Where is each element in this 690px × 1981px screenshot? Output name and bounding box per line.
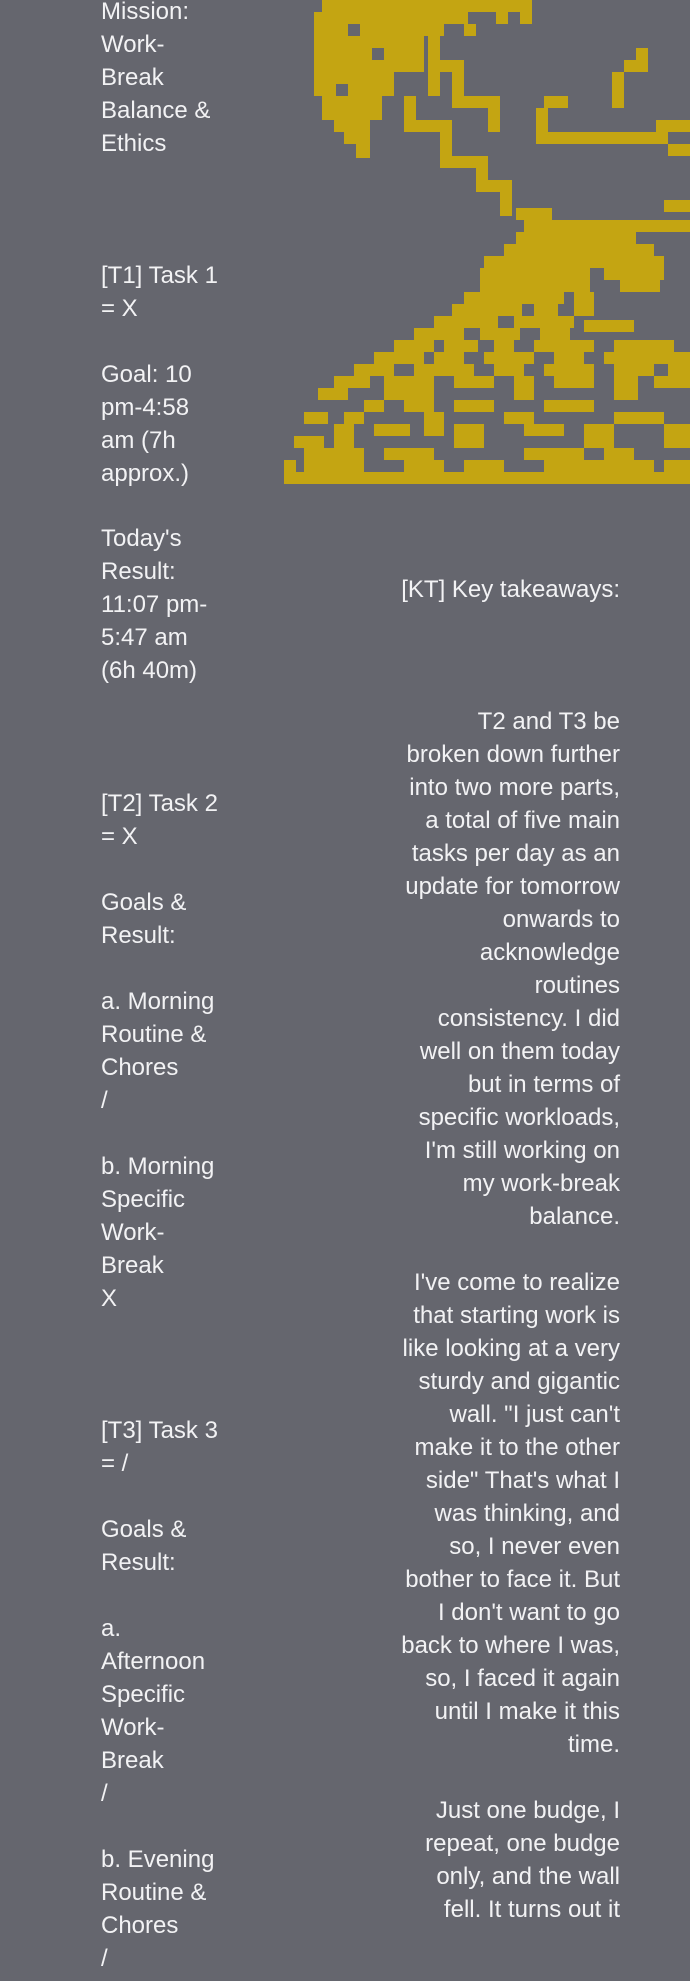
task3-item-a: a. Afternoon Specific Work- Break / [101, 1615, 206, 1807]
key-takeaways-paragraph: T2 and T3 be broken down further into two more parts, a total of five main tasks per day as an update for tomorrow onwards to acknowledge routines consistency. I did well on them today but in terms of specific workloads, I'm still working on my work-break balance. [405, 708, 620, 1230]
key-takeaways-column [398, 573, 620, 1926]
task2-goals-label: Goals & Result: [101, 889, 187, 949]
task3-goals-label: Goals & Result: [101, 1516, 187, 1576]
key-takeaways-paragraph: Just one budge, I repeat, one budge only, and the wall fell. It turns out it [425, 1797, 620, 1923]
mission-title: Mission: Work- Break Balance & Ethics [101, 0, 211, 157]
task2-item-b: b. Morning Specific Work- Break X [101, 1153, 215, 1312]
key-takeaways-paragraph: I've come to realize that starting work is like looking at a very sturdy and gigantic wall. "I just can't make it to the other side" That's what I was thinking, and so, I never even bother to face it. But I don't want to go back to where I was, so, I faced it again until I make it this time. [401, 1269, 620, 1758]
task1-result: Today's Result: 11:07 pm- 5:47 am (6h 40m) [101, 525, 208, 684]
pixel-art-shape [284, 0, 690, 484]
task3-header: [T3] Task 3 = / [101, 1417, 218, 1477]
task1-header: [T1] Task 1 = X [101, 262, 218, 322]
task2-header: [T2] Task 2 = X [101, 790, 218, 850]
task2-item-a: a. Morning Routine & Chores / [101, 988, 215, 1114]
task3-item-b: b. Evening Routine & Chores / [101, 1846, 215, 1972]
key-takeaways-heading: [KT] Key takeaways: [401, 576, 620, 603]
task1-goal: Goal: 10 pm-4:58 am (7h approx.) [101, 361, 192, 487]
pixel-art-illustration [284, 0, 690, 484]
task-list-column [101, 0, 241, 1972]
